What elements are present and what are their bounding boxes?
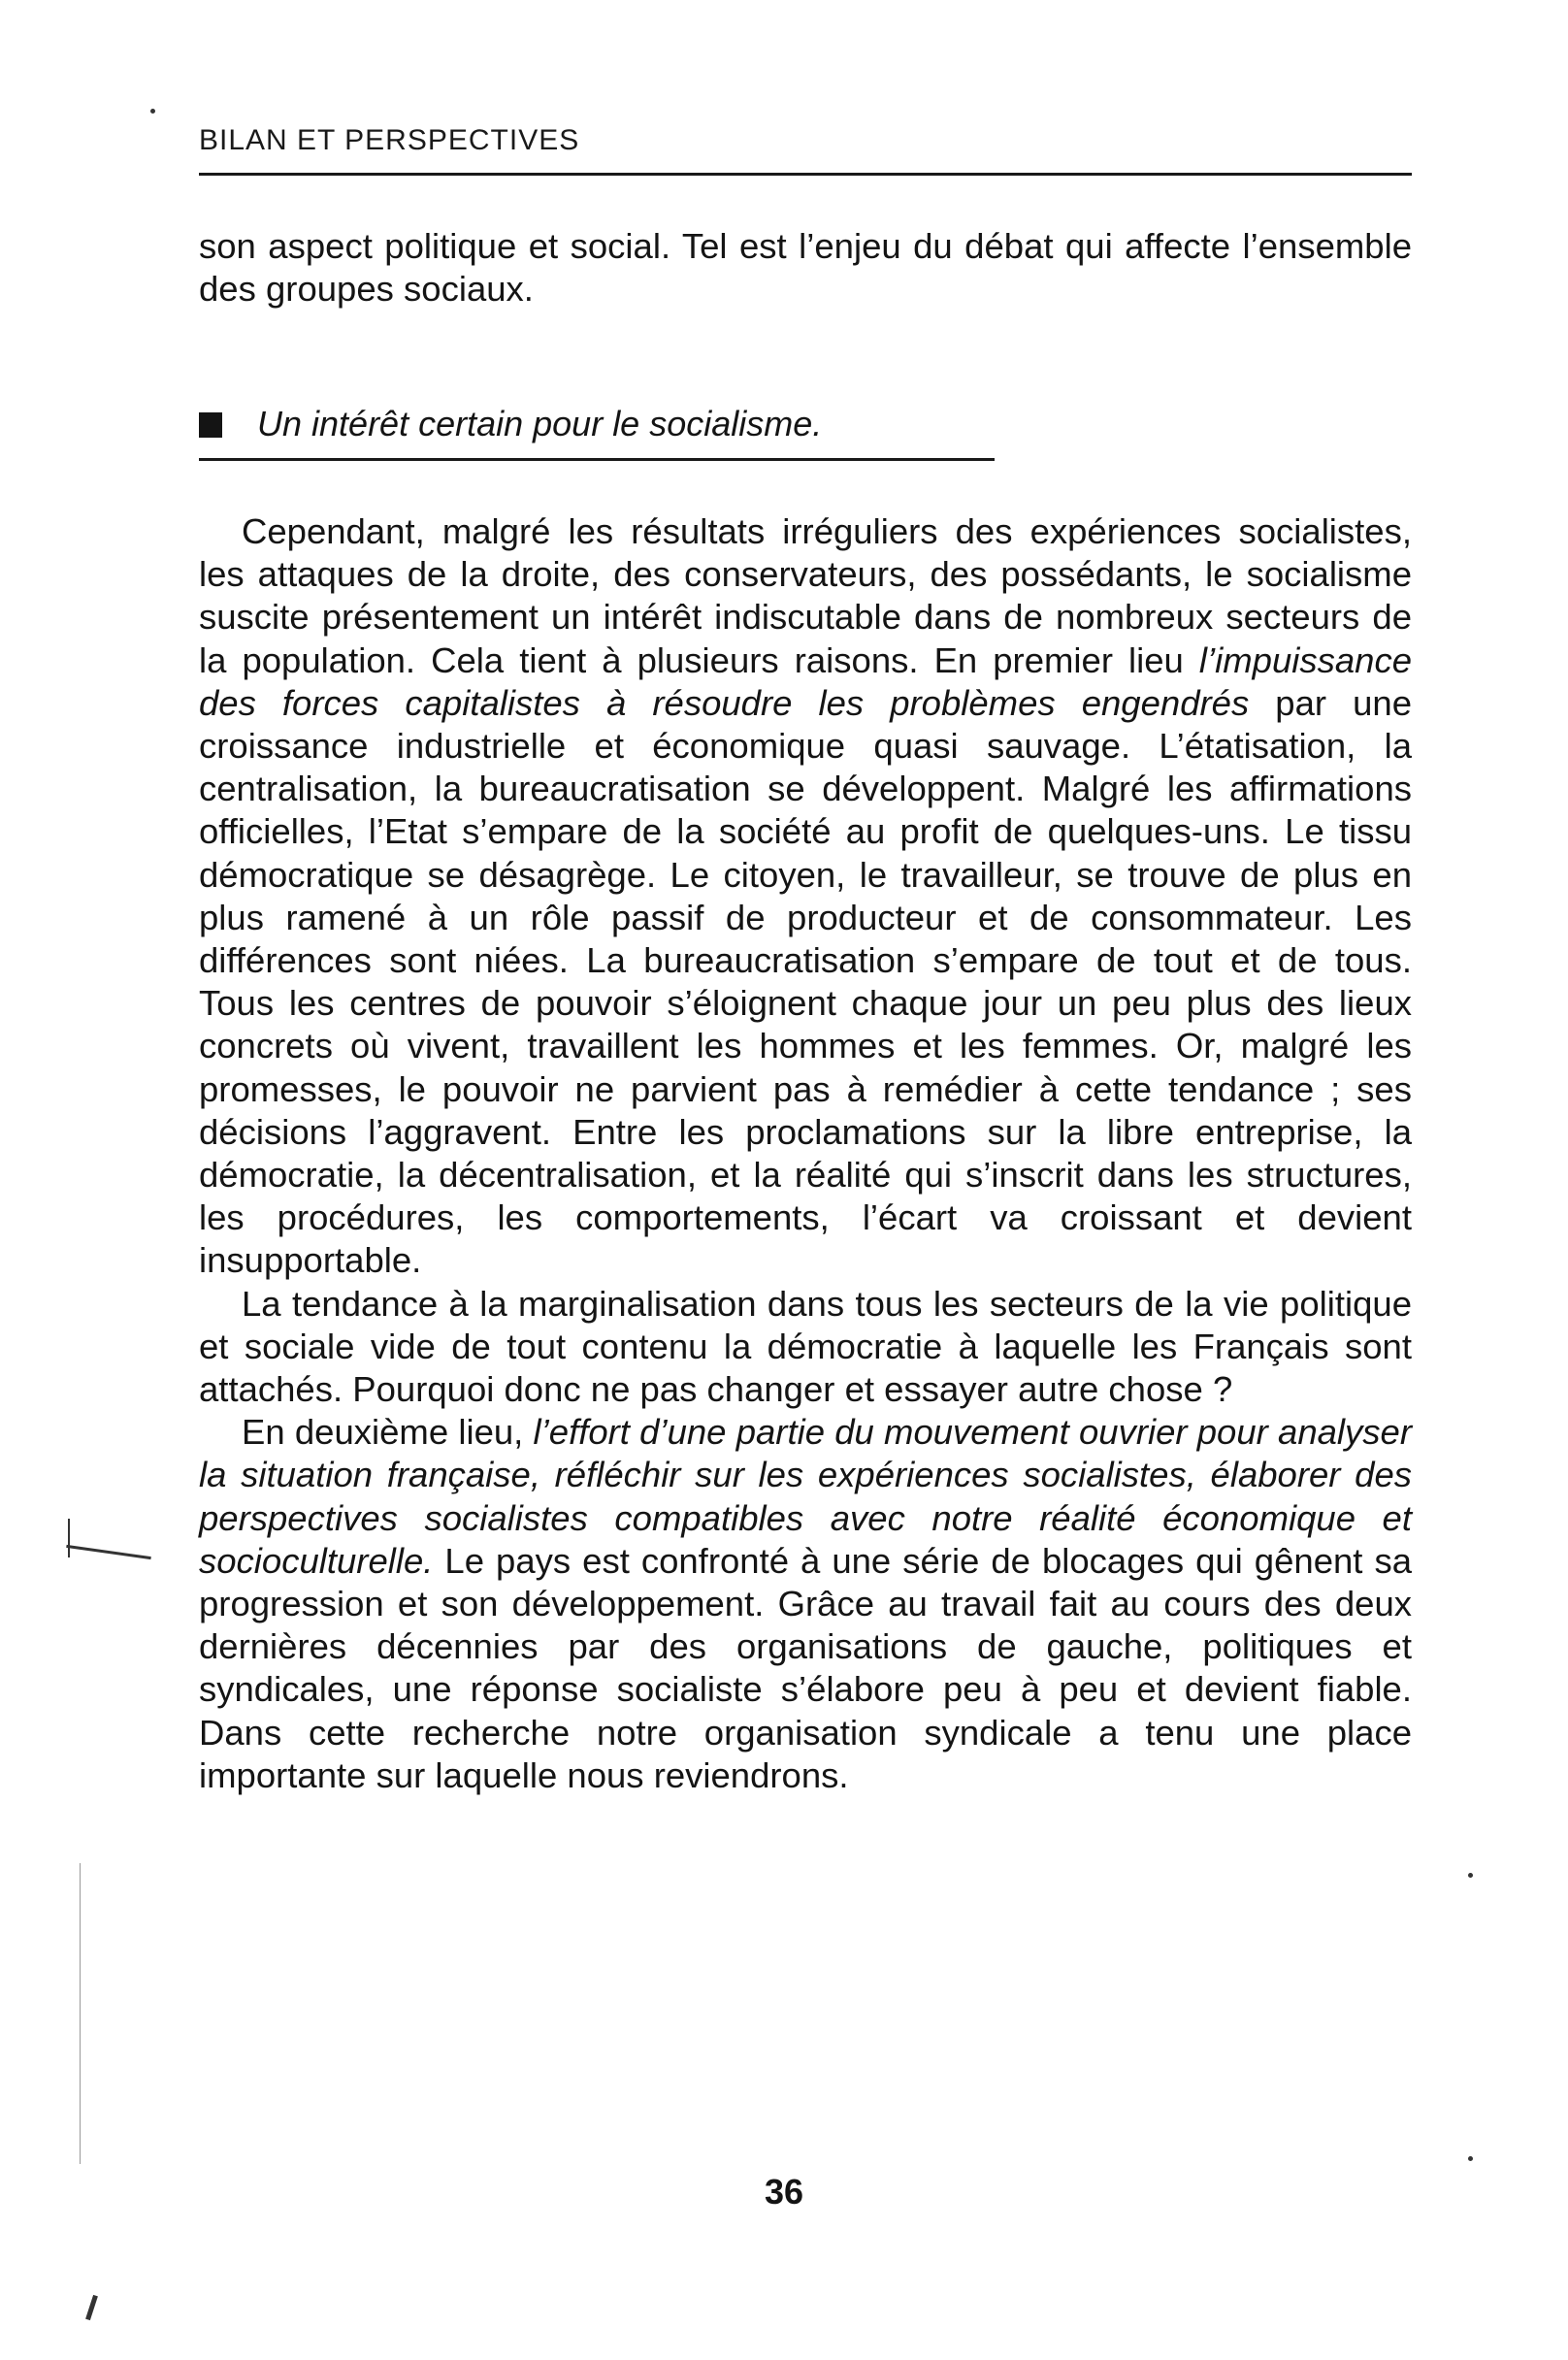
paragraph-2	[199, 1283, 1412, 1412]
body-text	[199, 510, 1412, 1797]
paragraph-3-emphasis: l’effort d’une partie du mouvement ouvrier pour analyser la situation française, réfléchir sur les expériences socialistes, élaborer des perspectives socialistes compatibles avec notre réalité économique et socioculturelle.	[199, 1412, 1412, 1581]
paragraph-3-text-cont: Le pays est confronté à une série de blocages qui gênent sa progression et son développement. Grâce au travail fait au cours des deux dernières décennies par des organisations de gauche, politiques et syndicales, une réponse socialiste s’élabore peu à peu et devient fiable. Dans cette recherche notre organisation syndicale a tenu une place importante sur laquelle nous reviendrons.	[199, 1540, 1412, 1795]
margin-dot	[150, 109, 155, 114]
section-heading-rule	[199, 458, 995, 461]
running-head: BILAN ET PERSPECTIVES	[199, 124, 580, 156]
margin-dot	[1468, 2156, 1473, 2161]
paragraph-1-text: Cependant, malgré les résultats irréguliers des expériences socialistes, les attaques de la droite, des conservateurs, des possédants, le socialisme suscite présentement un intérêt indiscutable dans de nombreux secteurs de la population. Cela tient à plusieurs raisons. En premier lieu	[199, 511, 1412, 680]
paragraph-3	[199, 1411, 1412, 1797]
opening-text: son aspect politique et social. Tel est l’enjeu du débat qui affecte l’ensemble des groupes sociaux.	[199, 226, 1412, 310]
paragraph-3-text: En deuxième lieu,	[242, 1412, 534, 1453]
paragraph-2-text: La tendance à la marginalisation dans tous les secteurs de la vie politique et sociale vide de tout contenu la démocratie à laquelle les Français sont attachés. Pourquoi donc ne pas changer et essayer autre chose ?	[199, 1283, 1412, 1410]
paragraph-1-text-cont: par une croissance industrielle et économique quasi sauvage. L’étatisation, la centralisation, la bureaucratisation se développent. Malgré les affirmations officielles, l’Etat s’empare de la société au profit de quelques-uns. Le tissu démocratique se désagrège. Le citoyen, le travailleur, se trouve de plus en plus ramené à un rôle passif de producteur et de consommateur. Les différences sont niées. La bureaucratisation s’empare de tout et de tous. Tous les centres de pouvoir s’éloignent chaque jour un peu plus des lieux concrets où vivent, travaillent les hommes et les femmes. Or, malgré les promesses, le pouvoir ne parvient pas à remédier à cette tendance ; ses décisions l’aggravent. Entre les proclamations sur la libre entreprise, la démocratie, la décentralisation, et la réalité qui s’inscrit dans les structures, les procédures, les comportements, l’écart va croissant et devient insupportable.	[199, 682, 1412, 1281]
section-heading-text: Un intérêt certain pour le socialisme.	[257, 404, 823, 443]
margin-dot	[1468, 1873, 1473, 1878]
running-head-rule	[199, 173, 1412, 176]
square-bullet-icon	[199, 412, 222, 438]
margin-scan-mark	[68, 1519, 70, 1557]
margin-scan-line	[80, 1863, 81, 2164]
paragraph-1-emphasis: l’impuissance des forces capitalistes à résoudre les problèmes engendrés	[199, 639, 1412, 723]
margin-scan-mark	[66, 1545, 151, 1559]
page-number: 36	[764, 2172, 804, 2212]
section-heading	[199, 403, 822, 445]
margin-scan-mark	[85, 2295, 98, 2320]
paragraph-1	[199, 510, 1412, 1283]
